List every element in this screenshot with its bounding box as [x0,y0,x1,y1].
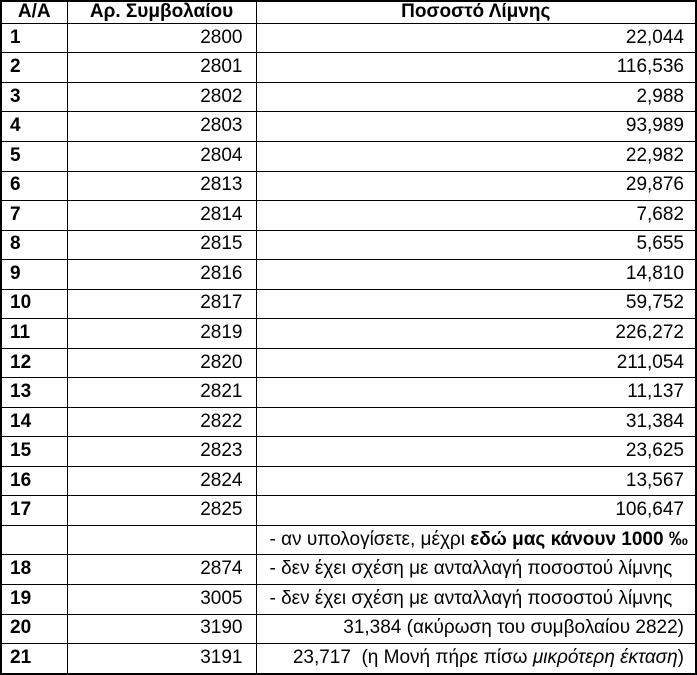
cell-lake-percentage [256,525,696,555]
cell-index: 4 [1,112,67,142]
cell-contract-number: 2820 [67,348,256,378]
table-row [1,112,696,142]
table-row [1,378,696,408]
cell-contract-number: 3005 [67,584,256,614]
table-row [1,584,696,614]
cell-lake-percentage [256,614,696,644]
cell-index: 13 [1,378,67,408]
table-row [1,82,696,112]
cell-contract-number: 2815 [67,230,256,260]
table-row [1,319,696,349]
cell-index: 20 [1,614,67,644]
table-row [1,644,696,674]
col-header-index: Α/Α [1,1,67,23]
value-text: 22,044 [625,26,684,48]
cell-lake-percentage [256,319,696,349]
cell-contract-number: 2813 [67,171,256,201]
cell-contract-number: 2801 [67,53,256,83]
cell-index: 5 [1,142,67,172]
cell-lake-percentage [256,171,696,201]
cell-index: 6 [1,171,67,201]
table-body [1,23,696,674]
value-text: 14,810 [625,262,684,284]
cell-lake-percentage [256,82,696,112]
cell-lake-percentage [256,644,696,674]
cell-index: 10 [1,289,67,319]
cell-lake-percentage [256,289,696,319]
cell-index: 15 [1,437,67,467]
value-text: 23,717 (η Μονή πήρε πίσω [292,647,533,669]
table-row [1,437,696,467]
table-row [1,23,696,53]
cell-lake-percentage [256,555,696,585]
cell-contract-number: 2803 [67,112,256,142]
value-text: - δεν έχει σχέση με ανταλλαγή ποσοστού λίμνης [269,587,673,609]
cell-lake-percentage [256,23,696,53]
cell-index: 1 [1,23,67,53]
value-text: 59,752 [625,292,684,314]
cell-lake-percentage [256,260,696,290]
cell-lake-percentage [256,112,696,142]
cell-contract-number: 3190 [67,614,256,644]
table-row [1,525,696,555]
table-row [1,142,696,172]
table-row [1,289,696,319]
cell-lake-percentage [256,348,696,378]
table-row [1,53,696,83]
value-text: 226,272 [615,322,684,344]
table-row [1,348,696,378]
cell-index: 19 [1,584,67,614]
cell-lake-percentage [256,584,696,614]
value-text: 22,982 [625,144,684,166]
cell-index: 9 [1,260,67,290]
cell-contract-number: 2821 [67,378,256,408]
value-text: 23,625 [625,440,684,462]
table-row [1,260,696,290]
value-text: 31,384 (ακύρωση του συμβολαίου 2822) [343,617,684,639]
cell-lake-percentage [256,201,696,231]
value-text: 5,655 [636,233,684,255]
col-header-contract-number: Αρ. Συμβολαίου [67,1,256,23]
table-row [1,171,696,201]
cell-lake-percentage [256,466,696,496]
value-text: ) [677,647,684,669]
cell-index: 8 [1,230,67,260]
cell-contract-number: 2874 [67,555,256,585]
cell-lake-percentage [256,230,696,260]
cell-contract-number: 2800 [67,23,256,53]
cell-index [1,525,67,555]
cell-index: 3 [1,82,67,112]
cell-index: 12 [1,348,67,378]
cell-index: 14 [1,407,67,437]
cell-index: 18 [1,555,67,585]
header-row [1,1,696,23]
value-text: - αν υπολογίσετε, μέχρι [269,528,471,550]
cell-index: 21 [1,644,67,674]
value-text: 116,536 [616,56,684,78]
value-text: 106,647 [615,499,684,521]
cell-lake-percentage [256,378,696,408]
cell-contract-number: 2802 [67,82,256,112]
cell-contract-number: 2814 [67,201,256,231]
value-text: 13,567 [625,469,684,491]
cell-lake-percentage [256,142,696,172]
value-text: 31,384 [625,410,684,432]
cell-contract-number: 2816 [67,260,256,290]
cell-index: 7 [1,201,67,231]
cell-index: 2 [1,53,67,83]
table-row [1,407,696,437]
table-row [1,614,696,644]
value-text: εδώ μας κάνουν 1000 ‰ [470,528,688,550]
cell-lake-percentage [256,407,696,437]
value-text: 11,137 [627,381,684,403]
cell-contract-number: 2822 [67,407,256,437]
cell-lake-percentage [256,496,696,526]
value-text: - δεν έχει σχέση με ανταλλαγή ποσοστού λίμνης [269,558,673,580]
table-row [1,466,696,496]
table-row [1,230,696,260]
value-text: 29,876 [625,174,684,196]
value-text: 2,988 [636,85,684,107]
table-row [1,496,696,526]
value-text: 93,989 [625,115,684,137]
col-header-lake-percentage: Ποσοστό Λίμνης [256,1,696,23]
cell-contract-number: 2824 [67,466,256,496]
cell-contract-number: 2817 [67,289,256,319]
value-text: 7,682 [636,203,684,225]
value-text: 211,054 [616,351,684,373]
cell-lake-percentage [256,53,696,83]
cell-contract-number [67,525,256,555]
cell-contract-number: 2823 [67,437,256,467]
table-row [1,555,696,585]
cell-contract-number: 2825 [67,496,256,526]
cell-contract-number: 2819 [67,319,256,349]
value-text: μικρότερη έκταση [532,647,678,669]
cell-index: 17 [1,496,67,526]
cell-index: 16 [1,466,67,496]
cell-index: 11 [1,319,67,349]
cell-contract-number: 2804 [67,142,256,172]
cell-contract-number: 3191 [67,644,256,674]
table-row [1,201,696,231]
cell-lake-percentage [256,437,696,467]
